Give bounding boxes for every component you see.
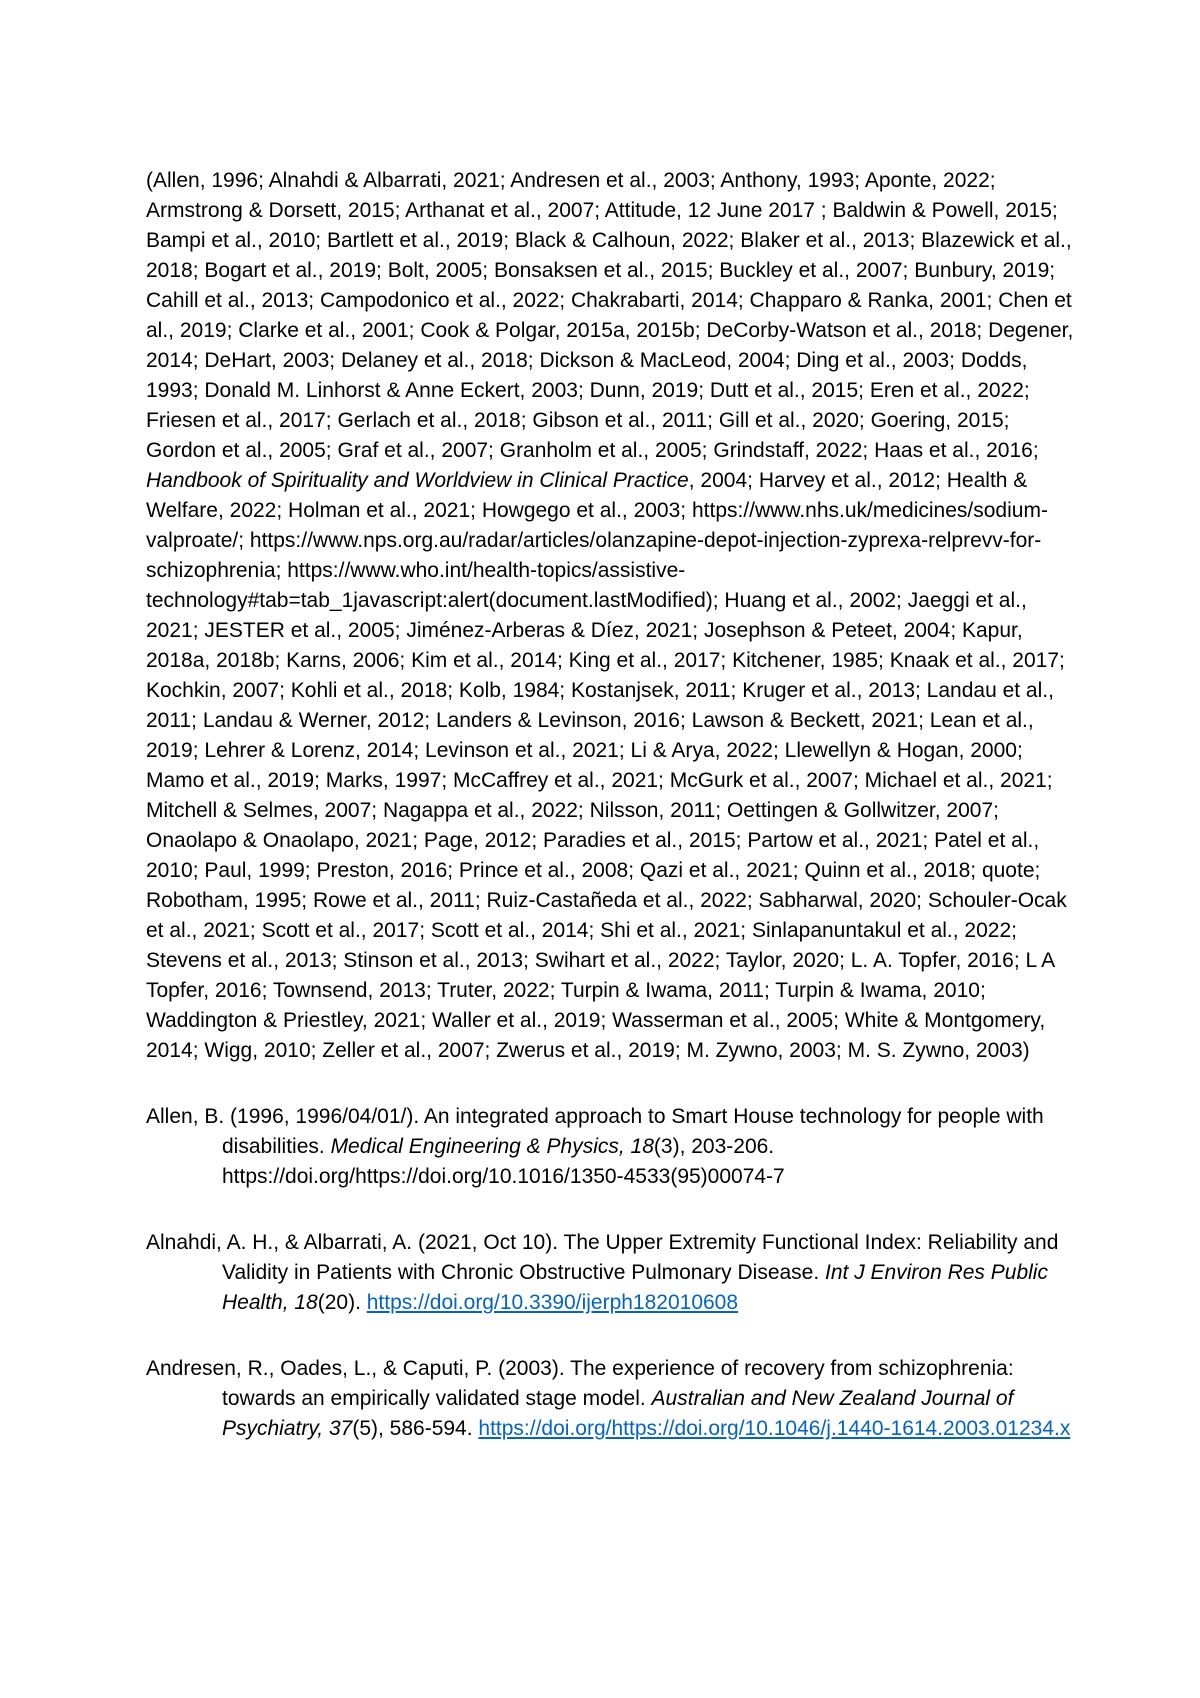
citation-item: Stinson et al., 2013;: [343, 949, 535, 972]
citation-item: , 2004;: [688, 469, 759, 492]
reference-issue: (3), 203-206.: [653, 1135, 775, 1158]
citation-item: Eren et al., 2022;: [869, 379, 1030, 402]
citation-item: Kitchener, 1985;: [732, 649, 890, 672]
citation-item: Attitude, 12 June 2017 ;: [604, 199, 833, 222]
citation-item: Howgego et al., 2003;: [481, 499, 692, 522]
reference-doi-link[interactable]: https://doi.org/https://doi.org/10.1046/j.1440-1614.2003.01234.x: [478, 1417, 1071, 1440]
citation-item: Alnahdi & Albarrati, 2021;: [268, 169, 511, 192]
citation-item: Page, 2012;: [423, 829, 543, 852]
citation-item: Turpin & Iwama, 2010;: [775, 979, 986, 1002]
citation-item: Haas et al., 2016;: [874, 439, 1039, 462]
citation-item: Harvey et al., 2012;: [758, 469, 947, 492]
citation-item: Preston, 2016;: [316, 859, 459, 882]
citation-item: Buckley et al., 2007;: [719, 259, 915, 282]
citation-item: Karns, 2006;: [286, 649, 412, 672]
citation-item: Oettingen & Gollwitzer, 2007;: [726, 799, 999, 822]
reference-doi-link[interactable]: https://doi.org/10.3390/ijerph182010608: [366, 1291, 739, 1314]
citation-item: Graf et al., 2007;: [337, 439, 500, 462]
citation-item: Knaak et al., 2017;: [889, 649, 1065, 672]
citation-item: Nilsson, 2011;: [589, 799, 727, 822]
citation-item: Dickson & MacLeod, 2004;: [539, 349, 797, 372]
citation-item: Friesen et al., 2017;: [146, 409, 338, 432]
citation-item: Mamo et al., 2019;: [146, 769, 326, 792]
citation-item: Delaney et al., 2018;: [340, 349, 540, 372]
citation-item: Lawson & Beckett, 2021;: [691, 709, 930, 732]
citation-item: Patel et al., 2010;: [146, 829, 1040, 882]
citation-item: Kostanjsek, 2011;: [570, 679, 743, 702]
citation-item: Qazi et al., 2021;: [639, 859, 805, 882]
citation-item: Clarke et al., 2001;: [238, 319, 421, 342]
reference-entry: [146, 1354, 1076, 1444]
citation-item: Health & Welfare, 2022;: [146, 469, 1028, 522]
citation-item: DeHart, 2003;: [204, 349, 341, 372]
citation-item: Schouler-Ocak et al., 2021;: [146, 889, 1067, 942]
citation-item: Paul, 1999;: [204, 859, 317, 882]
citation-item: Nagappa et al., 2022;: [382, 799, 590, 822]
citation-item: Campodonico et al., 2022;: [319, 289, 571, 312]
citation-item: Degener, 2014;: [146, 319, 1074, 372]
citation-item: Josephson & Peteet, 2004;: [703, 619, 962, 642]
citation-item: Zwerus et al., 2019;: [496, 1039, 687, 1062]
citation-item: Black & Calhoun, 2022;: [514, 229, 741, 252]
citation-item: Gill et al., 2020;: [718, 409, 871, 432]
citation-item: https://www.nhs.uk/medicines/sodium-valproate/;: [146, 499, 1048, 552]
reference-list: [146, 1102, 1076, 1444]
citation-item: Cook & Polgar, 2015a, 2015b;: [420, 319, 707, 342]
citation-item: quote;: [981, 859, 1041, 882]
citation-item: Waller et al., 2019;: [432, 1009, 613, 1032]
citation-item: Donald M. Linhorst & Anne Eckert, 2003;: [204, 379, 590, 402]
citation-item: Dutt et al., 2015;: [709, 379, 870, 402]
citation-item: Baldwin & Powell, 2015;: [832, 199, 1058, 222]
citation-item: Bunbury, 2019;: [914, 259, 1056, 282]
citation-item: Gordon et al., 2005;: [146, 439, 338, 462]
reference-journal: Medical Engineering & Physics, 18: [330, 1135, 654, 1158]
citation-item: Prince et al., 2008;: [458, 859, 640, 882]
citation-item: Landau et al., 2011;: [146, 679, 1054, 732]
document-page: [146, 166, 1076, 1480]
citation-item: Kolb, 1984;: [458, 679, 571, 702]
citation-item: Landers & Levinson, 2016;: [435, 709, 692, 732]
citation-item: Kochkin, 2007;: [146, 679, 291, 702]
citation-item: Grindstaff, 2022;: [713, 439, 875, 462]
citation-item: Bartlett et al., 2019;: [326, 229, 515, 252]
citation-item: Aponte, 2022;: [864, 169, 996, 192]
citation-item: Taylor, 2020;: [725, 949, 851, 972]
citation-item: Waddington & Priestley, 2021;: [146, 1009, 432, 1032]
citation-item: Ruiz-Castañeda et al., 2022;: [486, 889, 759, 912]
citation-item: Granholm et al., 2005;: [499, 439, 714, 462]
citation-item: Kim et al., 2014;: [411, 649, 569, 672]
citation-item: Paradies et al., 2015;: [543, 829, 748, 852]
citation-item: https://www.nps.org.au/radar/articles/olanzapine-depot-injection-zyprexa-relprevv-for-schizophrenia;: [146, 529, 1042, 582]
citation-item: Bonsaksen et al., 2015;: [493, 259, 720, 282]
citation-item: Wigg, 2010;: [204, 1039, 323, 1062]
citation-item: Chakrabarti, 2014;: [570, 289, 750, 312]
citation-item: McCaffrey et al., 2021;: [453, 769, 670, 792]
citation-item: Stevens et al., 2013;: [146, 949, 344, 972]
citation-item: Scott et al., 2017;: [261, 919, 431, 942]
reference-entry: [146, 1102, 1076, 1192]
citation-item: Landau & Werner, 2012;: [202, 709, 436, 732]
citation-item: Scott et al., 2014;: [430, 919, 601, 942]
citation-item: Ding et al., 2003;: [796, 349, 961, 372]
citation-item: McGurk et al., 2007;: [669, 769, 865, 792]
citation-item: (Allen, 1996;: [146, 169, 269, 192]
citation-item: Rowe et al., 2011;: [312, 889, 487, 912]
citation-item: Blaker et al., 2013;: [740, 229, 922, 252]
citation-item: Lehrer & Lorenz, 2014;: [204, 739, 426, 762]
citation-item: Swihart et al., 2022;: [534, 949, 726, 972]
reference-text: Alnahdi, A. H., & Albarrati, A. (2021, Oct 10). The Upper Extremity Functional Index: Reliability and Validity in Patients with Chronic Obstructive Pulmonary Disease.: [146, 1231, 1059, 1284]
citation-item: Bolt, 2005;: [387, 259, 494, 282]
citation-item: Kohli et al., 2018;: [290, 679, 459, 702]
reference-entry: [146, 1228, 1076, 1318]
citation-item: Anthony, 1993;: [720, 169, 865, 192]
citation-item: Shi et al., 2021;: [600, 919, 752, 942]
citation-item: Marks, 1997;: [325, 769, 453, 792]
citation-item: Dunn, 2019;: [589, 379, 710, 402]
reference-issue: (20).: [317, 1291, 367, 1314]
citation-item: Sinlapanuntakul et al., 2022;: [751, 919, 1017, 942]
citation-item: Chen et al., 2019;: [146, 289, 1072, 342]
citation-item: Chapparo & Ranka, 2001;: [749, 289, 999, 312]
citation-item: Bogart et al., 2019;: [204, 259, 388, 282]
citation-item: White & Montgomery, 2014;: [146, 1009, 1046, 1062]
citation-item: L. A. Topfer, 2016;: [850, 949, 1026, 972]
citation-item: Levinson et al., 2021;: [425, 739, 631, 762]
citation-item: Mitchell & Selmes, 2007;: [146, 799, 383, 822]
citation-item: Quinn et al., 2018;: [804, 859, 982, 882]
citation-item: Zeller et al., 2007;: [322, 1039, 497, 1062]
citation-item: Llewellyn & Hogan, 2000;: [784, 739, 1023, 762]
citation-item: Turpin & Iwama, 2011;: [560, 979, 776, 1002]
citation-item: Jiménez-Arberas & Díez, 2021;: [406, 619, 704, 642]
citation-item: M. S. Zywno, 2003): [847, 1039, 1030, 1062]
citation-item: Michael et al., 2021;: [864, 769, 1053, 792]
citation-item: Onaolapo & Onaolapo, 2021;: [146, 829, 424, 852]
citation-item: Sabharwal, 2020;: [758, 889, 928, 912]
citation-item: M. Zywno, 2003;: [686, 1039, 848, 1062]
citation-item: Gerlach et al., 2018;: [337, 409, 533, 432]
citation-item: Goering, 2015;: [870, 409, 1010, 432]
citation-item: Holman et al., 2021;: [288, 499, 482, 522]
citation-item: Townsend, 2013;: [272, 979, 438, 1002]
citation-item: Kruger et al., 2013;: [742, 679, 927, 702]
citation-item: Robotham, 1995;: [146, 889, 313, 912]
reference-journal: Australian and New Zealand Journal of Psychiatry, 37: [222, 1387, 1014, 1440]
citation-item: Arthanat et al., 2007;: [405, 199, 605, 222]
citation-item: Jaeggi et al., 2021;: [146, 589, 1027, 642]
citation-item: King et al., 2017;: [568, 649, 733, 672]
citation-item: Armstrong & Dorsett, 2015;: [146, 199, 406, 222]
citation-item: JESTER et al., 2005;: [204, 619, 407, 642]
citation-item: Li & Arya, 2022;: [630, 739, 785, 762]
citation-item: Dodds, 1993;: [146, 349, 1028, 402]
citation-item: Kapur, 2018a, 2018b;: [146, 619, 1023, 672]
reference-doi: https://doi.org/https://doi.org/10.1016/1350-4533(95)00074-7: [222, 1165, 785, 1188]
citation-item: Partow et al., 2021;: [747, 829, 935, 852]
citation-item: Truter, 2022;: [437, 979, 561, 1002]
citation-item: Lean et al., 2019;: [146, 709, 1034, 762]
citation-item: Huang et al., 2002;: [724, 589, 908, 612]
citation-item: https://www.who.int/health-topics/assistive-technology#tab=tab_1javascript:alert(document.lastModified);: [146, 559, 725, 612]
in-text-citation-list: [146, 166, 1076, 1066]
citation-item: Gibson et al., 2011;: [532, 409, 719, 432]
reference-journal: Int J Environ Res Public Health, 18: [222, 1261, 1048, 1314]
citation-item: Handbook of Spirituality and Worldview in Clinical Practice: [146, 469, 689, 492]
citation-item: Cahill et al., 2013;: [146, 289, 320, 312]
citation-item: L A Topfer, 2016;: [146, 949, 1054, 1002]
citation-item: Andresen et al., 2003;: [510, 169, 721, 192]
citation-item: Bampi et al., 2010;: [146, 229, 327, 252]
reference-issue: (5), 586-594.: [352, 1417, 479, 1440]
reference-text: Andresen, R., Oades, L., & Caputi, P. (2003). The experience of recovery from schizophrenia: towards an empirically validated stage model.: [146, 1357, 1014, 1410]
citation-item: DeCorby-Watson et al., 2018;: [706, 319, 989, 342]
citation-item: Blazewick et al., 2018;: [146, 229, 1072, 282]
citation-item: Wasserman et al., 2005;: [612, 1009, 845, 1032]
reference-text: Allen, B. (1996, 1996/04/01/). An integrated approach to Smart House technology for people with disabilities.: [146, 1105, 1044, 1158]
